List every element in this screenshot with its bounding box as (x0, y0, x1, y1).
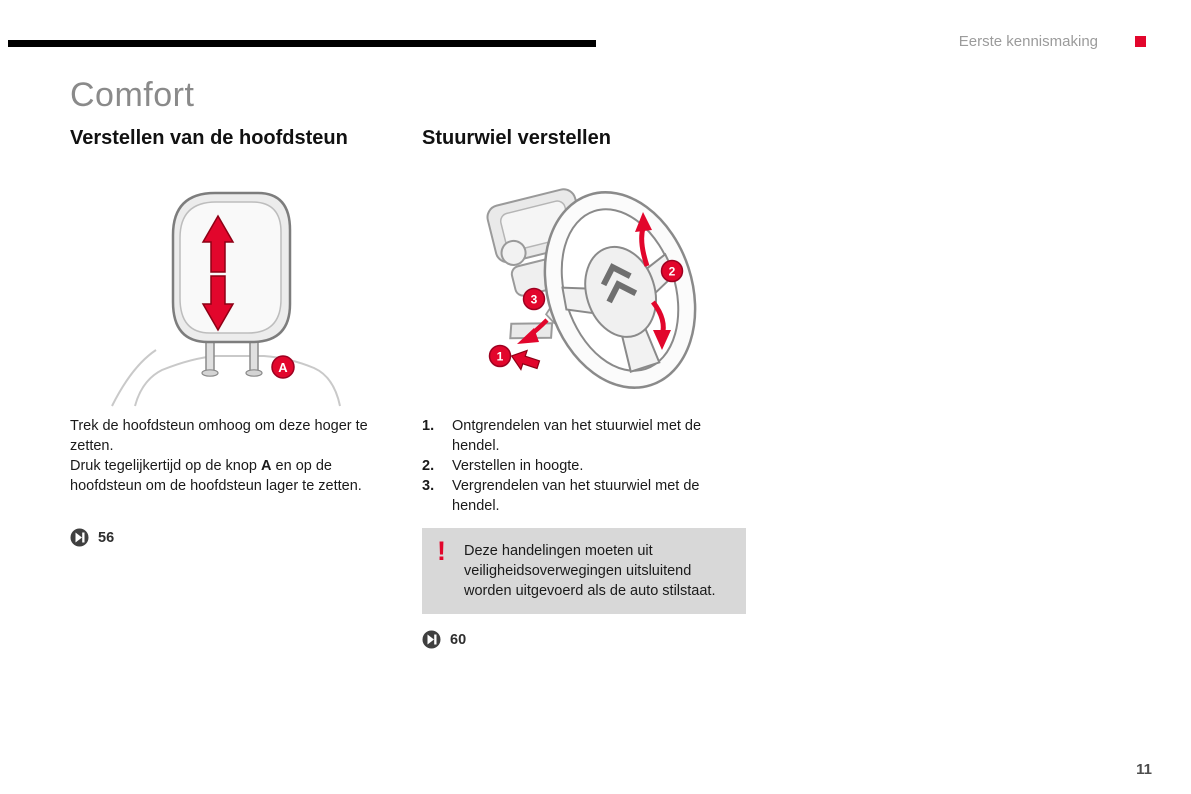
heading-steering-wheel: Stuurwiel verstellen (422, 127, 611, 149)
headrest-illustration (100, 180, 400, 408)
warning-text: Deze handelingen moeten uit veiligheidsoverwegingen uitsluitend worden uitgevoerd als de auto stilstaat. (464, 543, 716, 599)
section-marker-icon (1135, 36, 1146, 47)
page-number: 11 (1136, 761, 1152, 778)
page-title: Comfort (70, 76, 195, 114)
badge-3-label: 3 (530, 292, 538, 307)
warning-icon: ! (437, 536, 446, 566)
badge-a-label: A (278, 360, 288, 375)
badge-1-label: 1 (496, 349, 504, 364)
steering-wheel-illustration (455, 180, 745, 408)
paragraph: Trek de hoofdsteun omhoog om deze hoger te zetten. (70, 418, 368, 454)
warning-box (422, 528, 746, 614)
goto-page-icon (70, 528, 89, 547)
page-ref-60 (422, 630, 466, 649)
list-item: 3. Vergrendelen van het stuurwiel met de hendel. (422, 478, 700, 514)
goto-page-icon (422, 630, 441, 649)
badge-2-label: 2 (668, 264, 676, 279)
section-title: Eerste kennismaking (958, 33, 1098, 50)
paragraph: Druk tegelijkertijd op de knop A en op de hoofdsteun om de hoofdsteun lager te zetten. (70, 458, 362, 494)
unlock-arrow-icon (509, 346, 542, 374)
page-ref-number: 60 (450, 631, 467, 648)
page-header (0, 33, 1146, 50)
steering-wheel-steps (422, 416, 748, 516)
page-ref-56 (70, 528, 114, 547)
list-item: 2. Verstellen in hoogte. (422, 458, 584, 474)
page-ref-number: 56 (98, 529, 115, 546)
list-item: 1. Ontgrendelen van het stuurwiel met de hendel. (422, 418, 702, 454)
headrest-figure (100, 180, 400, 408)
steering-wheel-figure (455, 180, 745, 408)
heading-headrest: Verstellen van de hoofdsteun (70, 127, 348, 149)
headrest-instructions (70, 416, 400, 496)
